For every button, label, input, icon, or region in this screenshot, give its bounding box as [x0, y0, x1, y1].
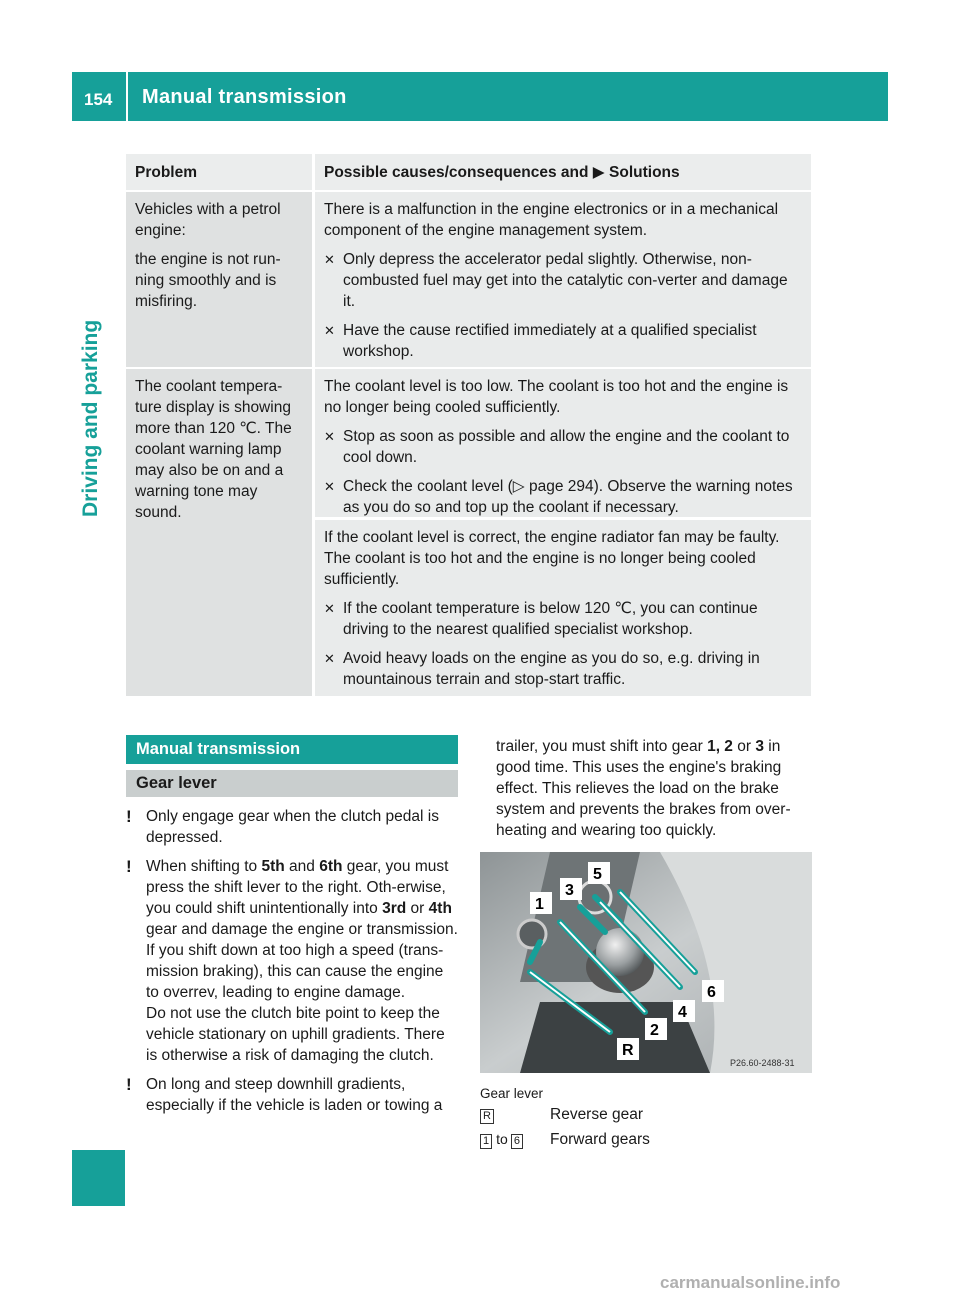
- page-number: 154: [84, 90, 113, 109]
- gear-label-3: 3: [565, 882, 574, 899]
- subsection-title: Gear lever: [126, 770, 458, 797]
- gear-label-r: R: [622, 1042, 634, 1059]
- gear-label-6: 6: [707, 984, 716, 1001]
- gear-label-4: 4: [678, 1004, 687, 1021]
- figure-caption: Gear lever: [480, 1086, 544, 1101]
- arrow-icon: ▶: [592, 164, 605, 181]
- gear-label-5: 5: [593, 866, 602, 883]
- list-item: ✕ Check the coolant level (▷ page 294). Observe the warning notes as you do so and top up the coolant if necessary.: [324, 478, 793, 516]
- watermark: carmanualsonline.info: [660, 1273, 841, 1292]
- warning-continuation: trailer, you must shift into gear 1, 2 or 3 in good time. This uses the engine's braking effect. This relieves the load on the brake system and prevents the brakes from over-heating and wearing too quickly.: [496, 738, 791, 839]
- table-row: [126, 369, 312, 696]
- warning-note: ! On long and steep downhill gradients, especially if the vehicle is laden or towing a: [126, 1075, 443, 1114]
- table-row: [315, 192, 811, 367]
- cause-text: If the coolant level is correct, the engine radiator fan may be faulty. The coolant is too hot and the engine is no longer being cooled sufficiently.: [324, 529, 780, 588]
- photo-code: P26.60-2488-31: [730, 1058, 795, 1068]
- list-item: R Reverse gear: [480, 1104, 812, 1129]
- step-arrow-icon: ✕: [324, 429, 335, 444]
- header-divider: [126, 72, 128, 121]
- chapter-tab-label: Driving and parking: [79, 320, 102, 518]
- warning-icon: !: [126, 807, 132, 826]
- problem-text: Vehicles with a petrol engine:: [135, 201, 281, 239]
- warning-icon: !: [126, 857, 132, 876]
- cause-text: The coolant level is too low. The coolant is too hot and the engine is no longer being cooled sufficiently.: [324, 378, 789, 416]
- table-row: [315, 369, 811, 517]
- table-row: [126, 192, 312, 367]
- step-arrow-icon: ✕: [324, 252, 335, 267]
- table-row: [315, 520, 811, 696]
- step-arrow-icon: ✕: [324, 601, 335, 616]
- step-arrow-icon: ✕: [324, 323, 335, 338]
- list-item: ✕ Only depress the accelerator pedal slightly. Otherwise, non-combusted fuel may get into the catalytic con-verter and damage it.: [324, 251, 788, 310]
- warning-note: ! Only engage gear when the clutch pedal is depressed.: [126, 807, 439, 846]
- cause-text: There is a malfunction in the engine electronics or in a mechanical component of the engine management system.: [324, 201, 779, 239]
- step-arrow-icon: ✕: [324, 479, 335, 494]
- table-header-solutions: Possible causes/consequences and ▶ Solutions: [315, 154, 811, 190]
- section-title: Manual transmission: [126, 735, 458, 764]
- problem-text: the engine is not run-ning smoothly and is misfiring.: [135, 251, 281, 310]
- table-header-problem: Problem: [126, 154, 312, 190]
- reverse-gear-key: R: [480, 1109, 494, 1124]
- page-header: [72, 72, 888, 121]
- problem-text: The coolant tempera-ture display is showing more than 120 ℃. The coolant warning lamp may also be on and a warning tone may sound.: [135, 378, 292, 521]
- step-arrow-icon: ✕: [324, 651, 335, 666]
- page-title: Manual transmission: [142, 86, 347, 108]
- list-item: ✕ Stop as soon as possible and allow the engine and the coolant to cool down.: [324, 428, 790, 466]
- gear-lever-photo: [480, 852, 812, 1073]
- list-item: ✕ If the coolant temperature is below 120 ℃, you can continue driving to the nearest qualified specialist workshop.: [324, 600, 758, 638]
- list-item: ✕ Avoid heavy loads on the engine as you do so, e.g. driving in mountainous terrain and stop-start traffic.: [324, 650, 760, 688]
- gear-label-2: 2: [650, 1022, 659, 1039]
- figure-legend: [480, 1104, 812, 1154]
- chapter-tab-marker: [72, 1150, 125, 1206]
- warnings-column: [126, 806, 459, 1124]
- warning-icon: !: [126, 1075, 132, 1094]
- gear-label-1: 1: [535, 896, 544, 913]
- list-item: 1 to 6 Forward gears: [480, 1129, 812, 1154]
- list-item: ✕ Have the cause rectified immediately at a qualified specialist workshop.: [324, 322, 757, 360]
- warning-note: ! When shifting to 5th and 6th gear, you must press the shift lever to the right. Oth-erwise, you could shift unintentionally into 3rd or 4th gear and damage the engine or transmission. If you shift down at too high a speed (trans-mission braking), this can cause the engine to overrev, leading to engine damage. Do not use the clutch bite point to keep the vehicle stationary on uphill gradients. There is otherwise a risk of damaging the clutch.: [126, 857, 458, 1064]
